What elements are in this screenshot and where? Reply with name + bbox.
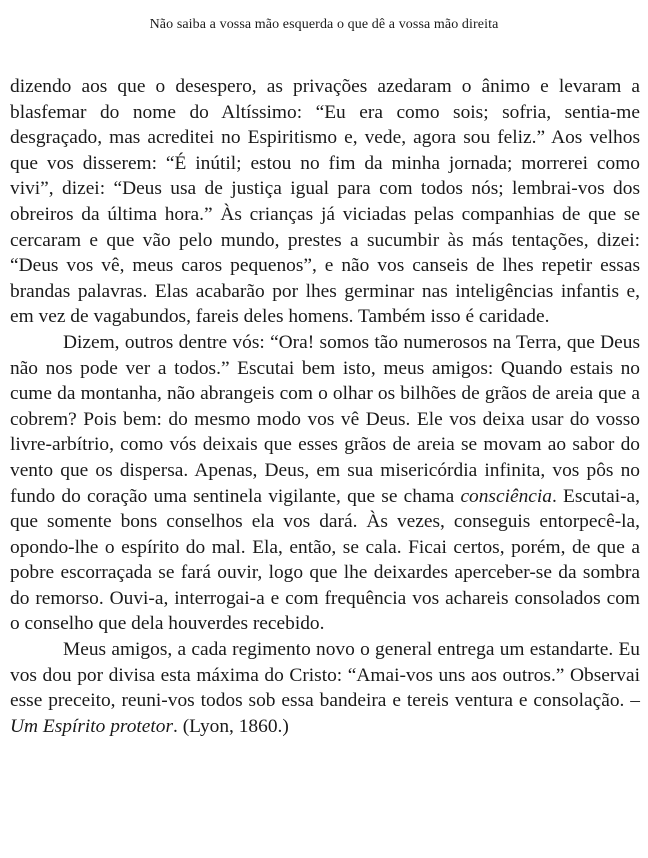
emphasis-conscience: consciência: [460, 485, 552, 507]
paragraph-2-text-before: Dizem, outros dentre vós: “Ora! somos tão numerosos na Terra, que Deus não nos pode ver a todos.” Escutai bem isto, meus amigos: Quando estais no cume da montanha, não abrangeis com o olhar os bilhões de grãos de areia que a cobrem? Pois bem: do mesmo modo vos vê Deus. Ele vos deixa usar do vosso livre-arbítrio, como vós deixais que esses grãos de areia se movam ao sabor do vento que os dispersa. Apenas, Deus, em sua misericórdia infinita, vos pôs no fundo do coração uma sentinela vigilante, que se chama: [10, 331, 640, 507]
paragraph-3-text-after: . (Lyon, 1860.): [173, 715, 289, 737]
paragraph-2-text-after: . Escutai-a, que somente bons conselhos ela vos dará. Às vezes, conseguis entorpecê-la, opondo-lhe o espírito do mal. Ela, então, se cala. Ficai certos, porém, de que a pobre escorraçada se fará ouvir, logo que lhe deixardes aperceber-se da sombra do remorso. Ouvi-a, interrogai-a e com frequência vos achareis consolados com o conselho que dela houverdes recebido.: [10, 485, 640, 635]
signature: Um Espírito protetor: [10, 715, 174, 737]
running-head: Não saiba a vossa mão esquerda o que dê a vossa mão direita: [149, 17, 499, 32]
paragraph-3: [10, 637, 640, 739]
paragraph-2: [10, 330, 640, 637]
body-text: [10, 74, 640, 739]
paragraph-1: dizendo aos que o desespero, as privações azedaram o ânimo e levaram a blasfemar do nome do Altíssimo: “Eu era como sois; sofria, sentia-me desgraçado, mas acreditei no Espiritismo e, vede, agora sou feliz.” Aos velhos que vos disserem: “É inútil; estou no fim da minha jornada; morrerei como vivi”, dizei: “Deus usa de justiça igual para com todos nós; lembrai-vos dos obreiros da última hora.” Às crianças já viciadas pelas companhias de que se cercaram e que vão pelo mundo, prestes a sucumbir às más tentações, dizei: “Deus vos vê, meus caros pequenos”, e não vos canseis de lhes repetir essas brandas palavras. Elas acabarão por lhes germinar nas inteligências infantis e, em vez de vagabundos, fareis deles homens. Também isso é caridade.: [10, 76, 640, 328]
paragraph-3-text-before: Meus amigos, a cada regimento novo o general entrega um estandarte. Eu vos dou por divisa esta máxima do Cristo: “Amai-vos uns aos outros.” Observai esse preceito, reuni-vos todos sob essa bandeira e tereis ventura e consolação. –: [10, 639, 640, 712]
